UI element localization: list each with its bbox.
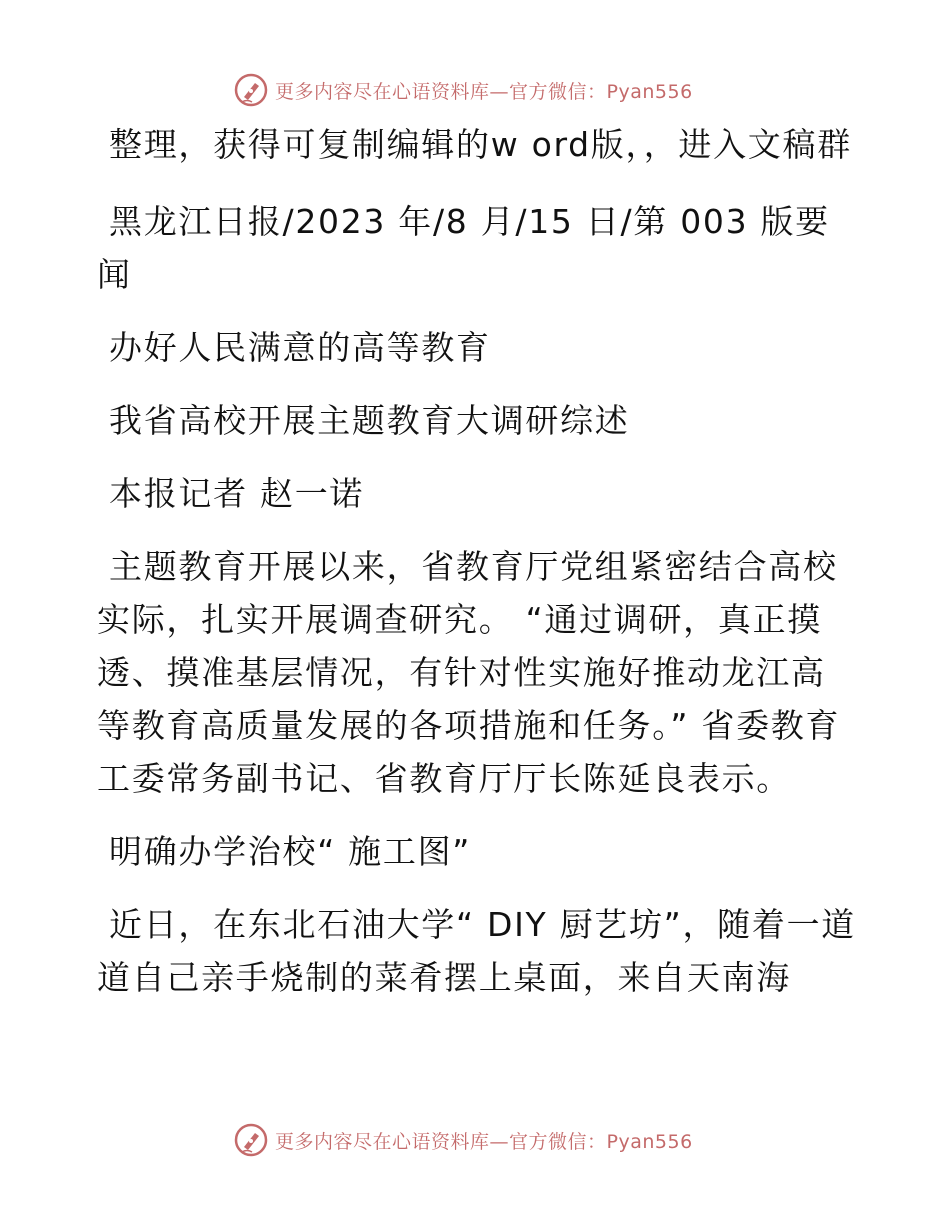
byline: 本报记者 赵一诺 bbox=[109, 474, 365, 513]
watermark-text: 更多内容尽在心语资料库—官方微信：Pyan556 bbox=[275, 1130, 693, 1153]
source-line: 黑龙江日报/2023 年/8 月/15 日/第 003 版要闻 bbox=[97, 202, 830, 294]
body-paragraph: 近日，在东北石油大学“ DIY 厨艺坊”，随着一道道自己亲手烧制的菜肴摆上桌面，来自天南海 bbox=[97, 905, 856, 997]
watermark-wechat-id: Pyan556 bbox=[606, 80, 693, 103]
watermark-header bbox=[233, 70, 713, 110]
watermark-footer bbox=[233, 1120, 713, 1160]
article-subtitle: 我省高校开展主题教育大调研综述 bbox=[109, 401, 630, 440]
section-heading: 明确办学治校“ 施工图” bbox=[109, 832, 472, 871]
document-body bbox=[97, 118, 857, 1004]
watermark-text: 更多内容尽在心语资料库—官方微信：Pyan556 bbox=[275, 80, 693, 103]
intro-note: 整理，获得可复制编辑的w ord版，，进入文稿群 bbox=[109, 125, 852, 164]
pen-nib-circle-icon bbox=[233, 1122, 269, 1158]
body-paragraph: 主题教育开展以来，省教育厅党组紧密结合高校实际，扎实开展调查研究。 “通过调研，真正摸透、摸准基层情况，有针对性实施好推动龙江高等教育高质量发展的各项措施和任务。” 省委教育工委常务副书记、省教育厅厅长陈延良表示。 bbox=[97, 547, 841, 798]
pen-nib-circle-icon bbox=[233, 72, 269, 108]
article-title: 办好人民满意的高等教育 bbox=[109, 328, 491, 367]
watermark-wechat-id: Pyan556 bbox=[606, 1130, 693, 1153]
